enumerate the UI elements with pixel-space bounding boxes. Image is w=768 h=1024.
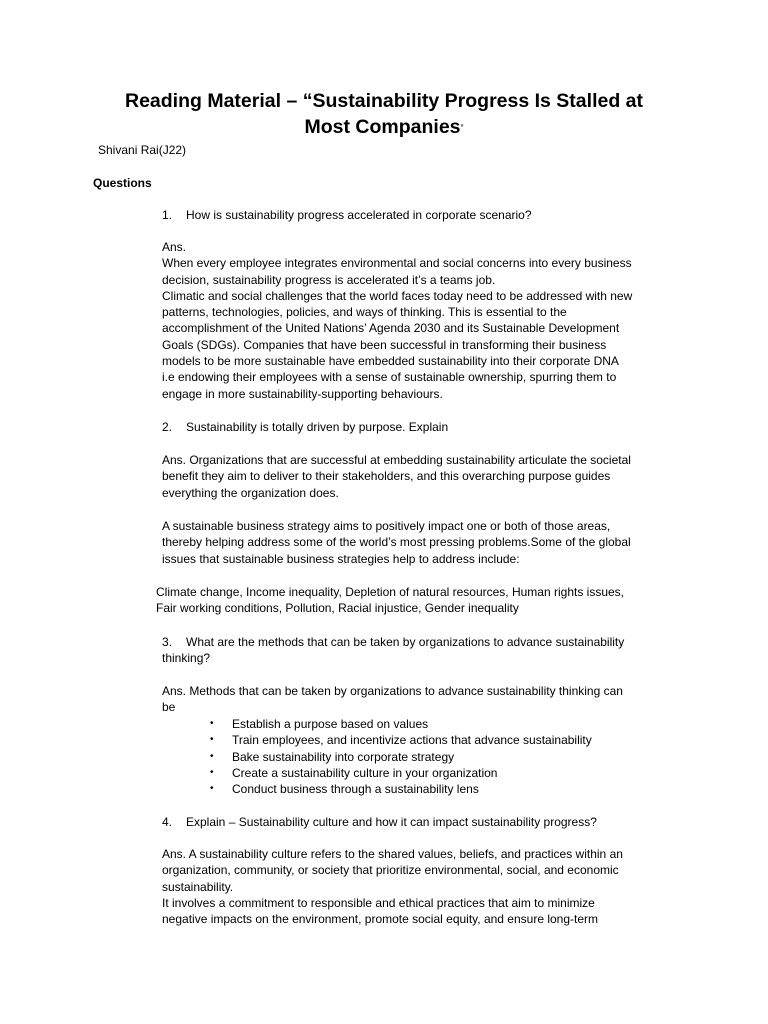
answer-line: sustainability.: [162, 879, 234, 894]
methods-bullet-list: [210, 716, 592, 797]
answer-line: engage in more sustainability-supporting behaviours.: [162, 386, 443, 401]
question-text: Explain – Sustainability culture and how it can impact sustainability progress?: [186, 815, 597, 829]
document-title: [0, 88, 768, 141]
bullet-icon: •: [210, 783, 214, 795]
bullet-text: Conduct business through a sustainability lens: [232, 782, 479, 797]
answer-line: i.e endowing their employees with a sense of sustainable ownership, spurring them to: [162, 370, 617, 385]
answer-line: be: [162, 700, 176, 715]
bullet-text: Establish a purpose based on values: [232, 717, 429, 731]
title-line-2: [0, 114, 768, 141]
questions-heading: Questions: [93, 176, 152, 190]
bullet-icon: •: [210, 718, 214, 729]
title-closing-quote: ”: [460, 123, 464, 133]
answer-label: Ans.: [162, 240, 187, 254]
bullet-item: [210, 749, 592, 765]
answer-line: Climatic and social challenges that the world faces today need to be addressed with new: [162, 288, 633, 303]
question-1: [162, 207, 532, 223]
question-number: 1.: [162, 208, 173, 222]
bullet-item: [210, 716, 592, 732]
answer-line: Goals (SDGs). Companies that have been successful in transforming their business: [162, 337, 607, 352]
answer-line: negative impacts on the environment, promote social equity, and ensure long-term: [162, 912, 599, 927]
bullet-text: Train employees, and incentivize actions that advance sustainability: [232, 733, 592, 748]
bullet-item: [210, 732, 592, 748]
answer-line: A sustainable business strategy aims to positively impact one or both of those areas,: [162, 519, 611, 533]
question-text: What are the methods that can be taken by organizations to advance sustainability: [186, 635, 625, 649]
answer-4: [162, 846, 682, 927]
question-number: 3.: [162, 635, 173, 649]
answer-line: Ans. Methods that can be taken by organizations to advance sustainability thinking can: [162, 684, 623, 698]
author-name: Shivani Rai(J22): [98, 143, 187, 157]
answer-line: When every employee integrates environmental and social concerns into every business: [162, 256, 632, 271]
answer-line: patterns, technologies, policies, and ways of thinking. This is essential to the: [162, 305, 567, 320]
answer-line: accomplishment of the United Nations’ Agenda 2030 and its Sustainable Development: [162, 321, 620, 336]
question-2: [162, 419, 448, 435]
question-3: [162, 634, 624, 667]
bullet-text: Bake sustainability into corporate strategy: [232, 749, 455, 764]
title-line-1: Reading Material – “Sustainability Progress Is Stalled at: [125, 90, 643, 112]
question-text: How is sustainability progress accelerated in corporate scenario?: [186, 208, 532, 222]
bullet-icon: •: [210, 750, 214, 762]
answer-2-paragraph-2: [162, 518, 682, 567]
bullet-item: [210, 781, 592, 797]
bullet-item: [210, 765, 592, 781]
answer-line: benefit they aim to deliver to their stakeholders, and this overarching purpose guides: [162, 469, 611, 484]
answer-line: Ans. A sustainability culture refers to the shared values, beliefs, and practices within an: [162, 847, 623, 861]
answer-line: Ans. Organizations that are successful at embedding sustainability articulate the societal: [162, 453, 631, 467]
title-line-2-text: Most Companies: [304, 116, 461, 138]
answer-line: models to be more sustainable have embedded sustainability into their corporate DNA: [162, 354, 619, 369]
question-4: [162, 814, 597, 830]
answer-line: organization, community, or society that prioritize environmental, social, and economic: [162, 863, 619, 878]
answer-line: Climate change, Income inequality, Depletion of natural resources, Human rights issues,: [156, 585, 625, 599]
answer-3: [162, 683, 682, 716]
answer-line: It involves a commitment to responsible and ethical practices that aim to minimize: [162, 895, 595, 910]
bullet-icon: •: [210, 766, 214, 778]
global-issues-list: [156, 584, 676, 617]
answer-1: [162, 239, 682, 402]
question-text-continued: thinking?: [162, 651, 211, 666]
answer-2: [162, 452, 682, 501]
answer-line: everything the organization does.: [162, 485, 339, 500]
answer-line: issues that sustainable business strategies help to address include:: [162, 551, 520, 566]
answer-line: decision, sustainability progress is accelerated it’s a teams job.: [162, 272, 496, 287]
answer-line: thereby helping address some of the world’s most pressing problems.Some of the global: [162, 535, 631, 550]
question-text: Sustainability is totally driven by purpose. Explain: [186, 420, 449, 434]
bullet-icon: •: [210, 734, 214, 746]
question-number: 2.: [162, 420, 173, 434]
bullet-text: Create a sustainability culture in your organization: [232, 765, 498, 780]
answer-line: Fair working conditions, Pollution, Racial injustice, Gender inequality: [156, 601, 519, 616]
question-number: 4.: [162, 815, 173, 829]
